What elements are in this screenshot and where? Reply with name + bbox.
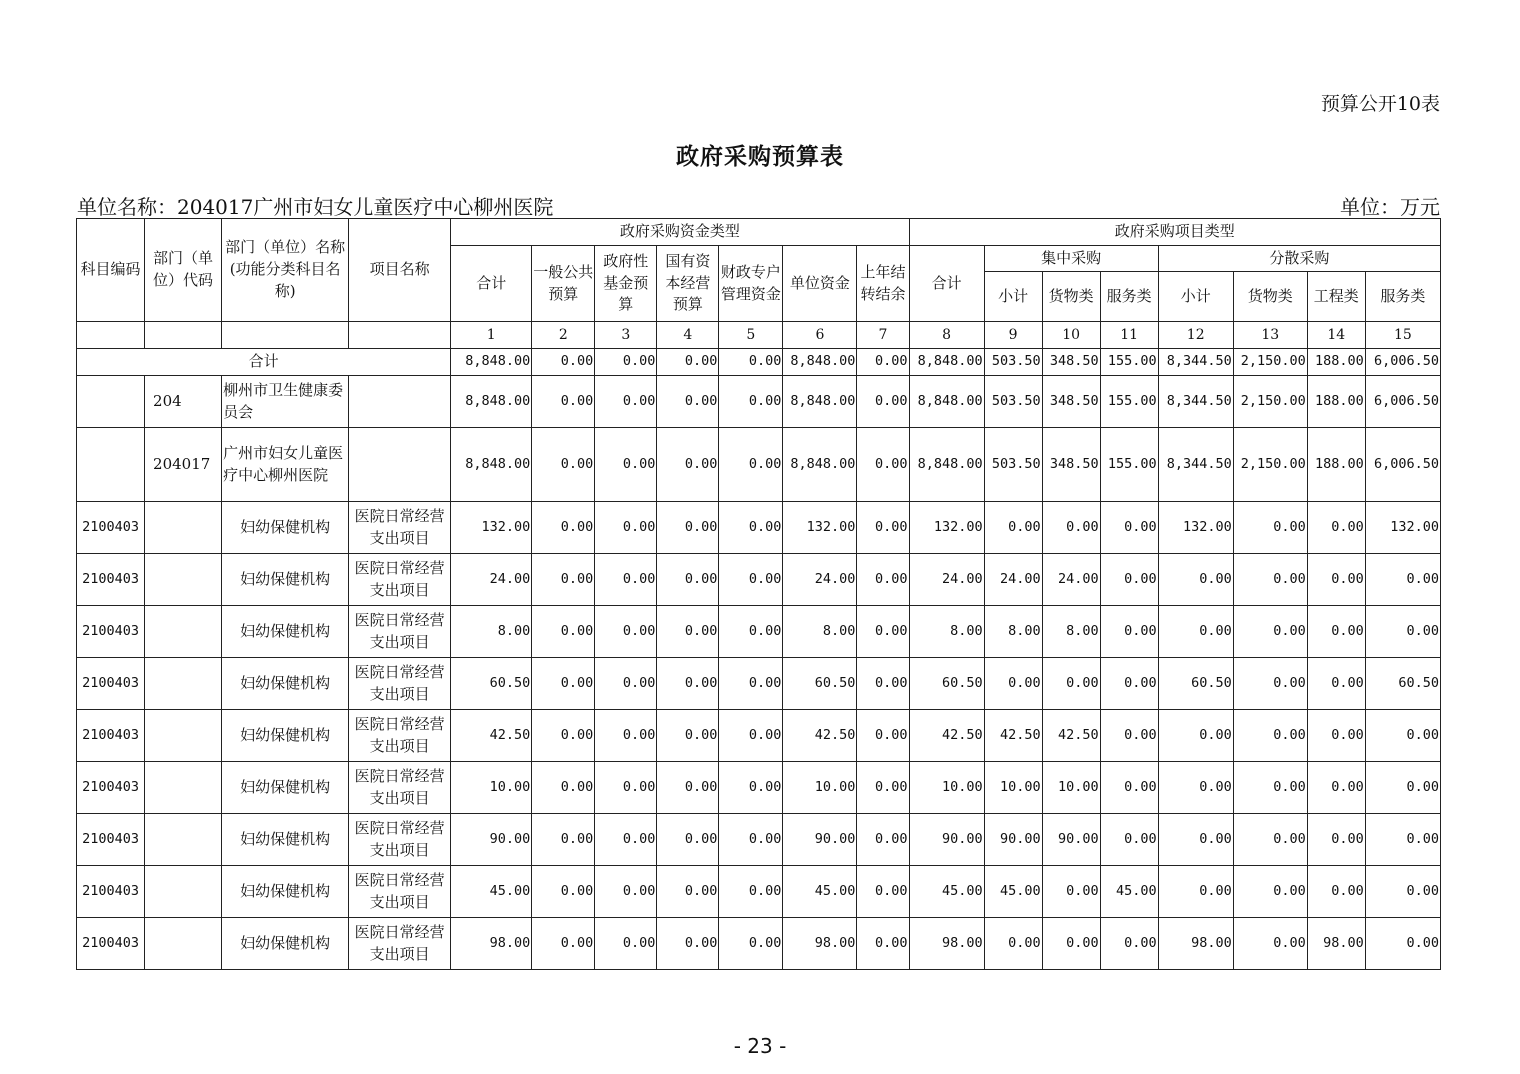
total-value: 0.00: [857, 349, 909, 376]
value-cell: 0.00: [1307, 762, 1365, 814]
table-row: [77, 502, 1441, 554]
header-gov-fund: 政府性基金预算: [595, 246, 657, 322]
table-row: [77, 554, 1441, 606]
dept-code-cell: [145, 762, 222, 814]
value-cell: 0.00: [657, 376, 719, 428]
value-cell: 0.00: [532, 428, 595, 502]
dept-code-cell: [145, 866, 222, 918]
value-cell: 0.00: [595, 866, 657, 918]
value-cell: 8,848.00: [451, 376, 532, 428]
total-value: 155.00: [1100, 349, 1158, 376]
table-row: [77, 428, 1441, 502]
total-value: 348.50: [1042, 349, 1100, 376]
header-unit-fund: 单位资金: [783, 246, 857, 322]
column-number: 8: [909, 322, 984, 349]
value-cell: 0.00: [857, 762, 909, 814]
value-cell: 0.00: [657, 866, 719, 918]
dept-name-cell: 妇幼保健机构: [222, 554, 349, 606]
value-cell: 132.00: [451, 502, 532, 554]
value-cell: 0.00: [1365, 866, 1440, 918]
value-cell: 0.00: [595, 376, 657, 428]
value-cell: 132.00: [1158, 502, 1233, 554]
project-name-cell: 医院日常经营支出项目: [349, 762, 451, 814]
subject-code-cell: 2100403: [77, 866, 145, 918]
value-cell: 45.00: [451, 866, 532, 918]
value-cell: 2,150.00: [1233, 376, 1307, 428]
dept-name-cell: 柳州市卫生健康委员会: [222, 376, 349, 428]
column-number-row: [77, 322, 1441, 349]
value-cell: 8.00: [1042, 606, 1100, 658]
page-title: 政府采购预算表: [676, 143, 844, 170]
subject-code-cell: [77, 376, 145, 428]
dept-name-cell: 广州市妇女儿童医疗中心柳州医院: [222, 428, 349, 502]
value-cell: 42.50: [909, 710, 984, 762]
value-cell: 8.00: [451, 606, 532, 658]
value-cell: 0.00: [857, 376, 909, 428]
header-service-d: 服务类: [1365, 272, 1440, 322]
project-name-cell: 医院日常经营支出项目: [349, 606, 451, 658]
value-cell: 0.00: [1100, 762, 1158, 814]
header-goods-d: 货物类: [1233, 272, 1307, 322]
value-cell: 0.00: [1307, 658, 1365, 710]
value-cell: 0.00: [532, 710, 595, 762]
value-cell: 0.00: [657, 606, 719, 658]
value-cell: 0.00: [532, 866, 595, 918]
total-value: 0.00: [719, 349, 783, 376]
value-cell: 0.00: [857, 658, 909, 710]
header-fiscal-account: 财政专户管理资金: [719, 246, 783, 322]
value-cell: 0.00: [1158, 710, 1233, 762]
value-cell: 0.00: [1158, 866, 1233, 918]
page-number: - 23 -: [733, 1034, 787, 1058]
value-cell: 0.00: [719, 918, 783, 970]
value-cell: 8,848.00: [909, 428, 984, 502]
value-cell: 2,150.00: [1233, 428, 1307, 502]
value-cell: 8,344.50: [1158, 428, 1233, 502]
value-cell: 45.00: [783, 866, 857, 918]
value-cell: 24.00: [451, 554, 532, 606]
column-number: 5: [719, 322, 783, 349]
dept-code-cell: 204017: [145, 428, 222, 502]
value-cell: 10.00: [984, 762, 1042, 814]
value-cell: 0.00: [1307, 866, 1365, 918]
value-cell: 0.00: [1307, 814, 1365, 866]
value-cell: 0.00: [657, 658, 719, 710]
value-cell: 0.00: [1365, 762, 1440, 814]
value-cell: 132.00: [783, 502, 857, 554]
value-cell: 0.00: [719, 658, 783, 710]
dept-code-cell: [145, 606, 222, 658]
value-cell: 0.00: [1158, 762, 1233, 814]
header-subtotal-c: 小计: [984, 272, 1042, 322]
column-number: 3: [595, 322, 657, 349]
header-subtotal-d: 小计: [1158, 272, 1233, 322]
column-number: 9: [984, 322, 1042, 349]
header-service-c: 服务类: [1100, 272, 1158, 322]
value-cell: 0.00: [1365, 814, 1440, 866]
value-cell: 503.50: [984, 376, 1042, 428]
header-decentralized: 分散采购: [1158, 246, 1440, 272]
value-cell: 0.00: [1100, 710, 1158, 762]
dept-code-cell: [145, 502, 222, 554]
value-cell: 0.00: [719, 866, 783, 918]
value-cell: 0.00: [857, 428, 909, 502]
table-row: [77, 606, 1441, 658]
total-value: 8,848.00: [783, 349, 857, 376]
project-name-cell: [349, 428, 451, 502]
header-general-budget: 一般公共预算: [532, 246, 595, 322]
value-cell: 0.00: [532, 918, 595, 970]
total-value: 8,848.00: [909, 349, 984, 376]
dept-code-cell: [145, 918, 222, 970]
value-cell: 0.00: [1100, 502, 1158, 554]
subject-code-cell: 2100403: [77, 658, 145, 710]
dept-name-cell: 妇幼保健机构: [222, 762, 349, 814]
value-cell: 24.00: [783, 554, 857, 606]
value-cell: 0.00: [1365, 554, 1440, 606]
value-cell: 98.00: [1158, 918, 1233, 970]
value-cell: 0.00: [719, 554, 783, 606]
value-cell: 60.50: [1158, 658, 1233, 710]
value-cell: 60.50: [451, 658, 532, 710]
value-cell: 0.00: [532, 814, 595, 866]
dept-name-cell: 妇幼保健机构: [222, 606, 349, 658]
value-cell: 0.00: [719, 502, 783, 554]
value-cell: 0.00: [532, 502, 595, 554]
value-cell: 0.00: [595, 428, 657, 502]
column-number: 13: [1233, 322, 1307, 349]
table-row: [77, 710, 1441, 762]
column-number: 6: [783, 322, 857, 349]
column-number: 2: [532, 322, 595, 349]
value-cell: 8,848.00: [909, 376, 984, 428]
dept-code-cell: [145, 658, 222, 710]
header-total-a: 合计: [451, 246, 532, 322]
header-engineering-d: 工程类: [1307, 272, 1365, 322]
value-cell: 0.00: [1365, 918, 1440, 970]
value-cell: 132.00: [909, 502, 984, 554]
value-cell: 98.00: [909, 918, 984, 970]
dept-name-cell: 妇幼保健机构: [222, 658, 349, 710]
value-cell: 0.00: [857, 502, 909, 554]
value-cell: 0.00: [1042, 918, 1100, 970]
value-cell: 8.00: [783, 606, 857, 658]
value-cell: 24.00: [1042, 554, 1100, 606]
value-cell: 0.00: [595, 658, 657, 710]
value-cell: 10.00: [1042, 762, 1100, 814]
table-row: [77, 866, 1441, 918]
value-cell: 42.50: [1042, 710, 1100, 762]
value-cell: 0.00: [1233, 554, 1307, 606]
value-cell: 90.00: [1042, 814, 1100, 866]
value-cell: 0.00: [532, 376, 595, 428]
value-cell: 348.50: [1042, 376, 1100, 428]
value-cell: 0.00: [657, 554, 719, 606]
value-cell: 0.00: [532, 762, 595, 814]
value-cell: 0.00: [1100, 658, 1158, 710]
value-cell: 0.00: [1233, 658, 1307, 710]
column-number: 15: [1365, 322, 1440, 349]
header-state-capital: 国有资本经营预算: [657, 246, 719, 322]
value-cell: 0.00: [1158, 606, 1233, 658]
value-cell: 0.00: [857, 606, 909, 658]
dept-name-cell: 妇幼保健机构: [222, 866, 349, 918]
value-cell: 0.00: [1307, 502, 1365, 554]
value-cell: 132.00: [1365, 502, 1440, 554]
value-cell: 0.00: [1100, 606, 1158, 658]
value-cell: 0.00: [1233, 814, 1307, 866]
value-cell: 0.00: [1233, 762, 1307, 814]
total-value: 503.50: [984, 349, 1042, 376]
value-cell: 24.00: [909, 554, 984, 606]
value-cell: 8,848.00: [451, 428, 532, 502]
value-cell: 8,344.50: [1158, 376, 1233, 428]
total-value: 0.00: [657, 349, 719, 376]
value-cell: 6,006.50: [1365, 428, 1440, 502]
value-cell: 0.00: [719, 814, 783, 866]
value-cell: 42.50: [783, 710, 857, 762]
value-cell: 0.00: [657, 918, 719, 970]
value-cell: 0.00: [657, 428, 719, 502]
header-total-b: 合计: [909, 246, 984, 322]
column-number: 1: [451, 322, 532, 349]
value-cell: 42.50: [984, 710, 1042, 762]
value-cell: 0.00: [657, 762, 719, 814]
total-value: 188.00: [1307, 349, 1365, 376]
value-cell: 0.00: [1042, 502, 1100, 554]
table-row: [77, 814, 1441, 866]
column-number: 7: [857, 322, 909, 349]
value-cell: 8.00: [909, 606, 984, 658]
value-cell: 0.00: [595, 606, 657, 658]
value-cell: 8,848.00: [783, 376, 857, 428]
total-value: 0.00: [532, 349, 595, 376]
value-cell: 10.00: [783, 762, 857, 814]
value-cell: 90.00: [783, 814, 857, 866]
value-cell: 90.00: [451, 814, 532, 866]
value-cell: 0.00: [984, 658, 1042, 710]
value-cell: 0.00: [657, 502, 719, 554]
value-cell: 0.00: [857, 866, 909, 918]
subject-code-cell: 2100403: [77, 502, 145, 554]
value-cell: 0.00: [857, 814, 909, 866]
value-cell: 0.00: [595, 814, 657, 866]
value-cell: 60.50: [783, 658, 857, 710]
column-number: 10: [1042, 322, 1100, 349]
subject-code-cell: [77, 428, 145, 502]
project-name-cell: 医院日常经营支出项目: [349, 866, 451, 918]
value-cell: 155.00: [1100, 376, 1158, 428]
value-cell: 0.00: [857, 554, 909, 606]
value-cell: 0.00: [1233, 866, 1307, 918]
value-cell: 0.00: [1307, 554, 1365, 606]
table-row: [77, 918, 1441, 970]
dept-code-cell: [145, 554, 222, 606]
header-dept-name: 部门（单位）名称(功能分类科目名称): [222, 219, 349, 322]
value-cell: 0.00: [719, 376, 783, 428]
value-cell: 60.50: [909, 658, 984, 710]
value-cell: 0.00: [595, 554, 657, 606]
value-cell: 0.00: [719, 606, 783, 658]
value-cell: 0.00: [657, 710, 719, 762]
subject-code-cell: 2100403: [77, 710, 145, 762]
header-project-type: 政府采购项目类型: [909, 219, 1440, 246]
project-name-cell: 医院日常经营支出项目: [349, 658, 451, 710]
value-cell: 8,848.00: [783, 428, 857, 502]
value-cell: 10.00: [451, 762, 532, 814]
value-cell: 0.00: [532, 554, 595, 606]
value-cell: 10.00: [909, 762, 984, 814]
value-cell: 0.00: [657, 814, 719, 866]
value-cell: 0.00: [595, 762, 657, 814]
value-cell: 60.50: [1365, 658, 1440, 710]
value-cell: 188.00: [1307, 376, 1365, 428]
value-cell: 45.00: [984, 866, 1042, 918]
column-number: 14: [1307, 322, 1365, 349]
value-cell: 0.00: [1158, 814, 1233, 866]
form-id: 预算公开10表: [1320, 93, 1440, 115]
table-row: [77, 762, 1441, 814]
value-cell: 0.00: [1233, 502, 1307, 554]
value-cell: 98.00: [451, 918, 532, 970]
value-cell: 0.00: [595, 502, 657, 554]
value-cell: 45.00: [1100, 866, 1158, 918]
total-value: 0.00: [595, 349, 657, 376]
value-cell: 0.00: [719, 710, 783, 762]
value-cell: 0.00: [532, 658, 595, 710]
total-value: 2,150.00: [1233, 349, 1307, 376]
value-cell: 0.00: [984, 918, 1042, 970]
dept-name-cell: 妇幼保健机构: [222, 918, 349, 970]
value-cell: 98.00: [1307, 918, 1365, 970]
value-cell: 45.00: [909, 866, 984, 918]
value-cell: 0.00: [719, 428, 783, 502]
subject-code-cell: 2100403: [77, 814, 145, 866]
subject-code-cell: 2100403: [77, 762, 145, 814]
header-subject-code: 科目编码: [77, 219, 145, 322]
subject-code-cell: 2100403: [77, 606, 145, 658]
value-cell: 348.50: [1042, 428, 1100, 502]
value-cell: 0.00: [1233, 710, 1307, 762]
value-cell: 0.00: [719, 762, 783, 814]
project-name-cell: 医院日常经营支出项目: [349, 502, 451, 554]
project-name-cell: 医院日常经营支出项目: [349, 814, 451, 866]
value-cell: 0.00: [1158, 554, 1233, 606]
value-cell: 90.00: [909, 814, 984, 866]
subject-code-cell: 2100403: [77, 554, 145, 606]
value-cell: 0.00: [1042, 658, 1100, 710]
value-cell: 155.00: [1100, 428, 1158, 502]
unit-label: 单位：万元: [1340, 195, 1440, 219]
dept-code-cell: [145, 710, 222, 762]
value-cell: 0.00: [857, 918, 909, 970]
subject-code-cell: 2100403: [77, 918, 145, 970]
value-cell: 188.00: [1307, 428, 1365, 502]
value-cell: 24.00: [984, 554, 1042, 606]
value-cell: 90.00: [984, 814, 1042, 866]
total-label: 合计: [77, 349, 451, 376]
value-cell: 0.00: [1233, 918, 1307, 970]
value-cell: 0.00: [1365, 606, 1440, 658]
dept-code-cell: 204: [145, 376, 222, 428]
total-row: [77, 349, 1441, 376]
value-cell: 0.00: [1100, 814, 1158, 866]
procurement-budget-table: [76, 218, 1441, 970]
header-goods-c: 货物类: [1042, 272, 1100, 322]
header-fund-type: 政府采购资金类型: [451, 219, 909, 246]
value-cell: 0.00: [984, 502, 1042, 554]
column-number: 4: [657, 322, 719, 349]
value-cell: 0.00: [1307, 710, 1365, 762]
total-value: 6,006.50: [1365, 349, 1440, 376]
header-centralized: 集中采购: [984, 246, 1158, 272]
column-number: 11: [1100, 322, 1158, 349]
column-number: 12: [1158, 322, 1233, 349]
value-cell: 98.00: [783, 918, 857, 970]
value-cell: 0.00: [857, 710, 909, 762]
value-cell: 0.00: [1100, 554, 1158, 606]
total-value: 8,848.00: [451, 349, 532, 376]
header-project-name: 项目名称: [349, 219, 451, 322]
value-cell: 8.00: [984, 606, 1042, 658]
dept-name-cell: 妇幼保健机构: [222, 710, 349, 762]
value-cell: 0.00: [1307, 606, 1365, 658]
dept-name-cell: 妇幼保健机构: [222, 814, 349, 866]
value-cell: 42.50: [451, 710, 532, 762]
project-name-cell: 医院日常经营支出项目: [349, 554, 451, 606]
value-cell: 503.50: [984, 428, 1042, 502]
value-cell: 0.00: [1233, 606, 1307, 658]
total-value: 8,344.50: [1158, 349, 1233, 376]
value-cell: 6,006.50: [1365, 376, 1440, 428]
value-cell: 0.00: [532, 606, 595, 658]
project-name-cell: 医院日常经营支出项目: [349, 710, 451, 762]
value-cell: 0.00: [595, 918, 657, 970]
header-dept-code: 部门（单位）代码: [145, 219, 222, 322]
dept-name-cell: 妇幼保健机构: [222, 502, 349, 554]
value-cell: 0.00: [1042, 866, 1100, 918]
value-cell: 0.00: [595, 710, 657, 762]
value-cell: 0.00: [1100, 918, 1158, 970]
project-name-cell: [349, 376, 451, 428]
table-row: [77, 376, 1441, 428]
project-name-cell: 医院日常经营支出项目: [349, 918, 451, 970]
value-cell: 0.00: [1365, 710, 1440, 762]
dept-code-cell: [145, 814, 222, 866]
header-carryover: 上年结转结余: [857, 246, 909, 322]
table-row: [77, 658, 1441, 710]
org-name: 单位名称：204017广州市妇女儿童医疗中心柳州医院: [77, 195, 554, 219]
